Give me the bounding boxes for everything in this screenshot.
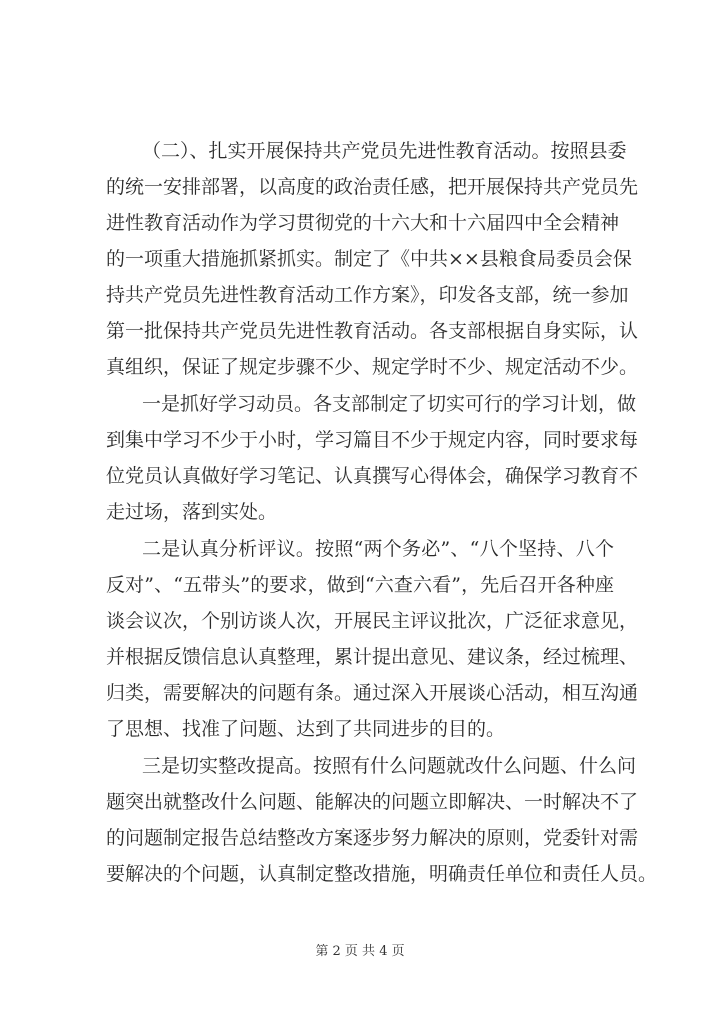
paragraph-4-line: 三是切实整改提高。按照有什么问题就改什么问题、什么问: [142, 755, 637, 777]
paragraph-4-line: 的问题制定报告总结整改方案逐步努力解决的原则，党委针对需: [106, 827, 639, 849]
page-number-footer: 第 2 页 共 4 页: [315, 944, 405, 959]
paragraph-2-line: 位党员认真做好学习笔记、认真撰写心得体会，确保学习教育不: [106, 465, 639, 487]
paragraph-2-line: 走过场，落到实处。: [106, 501, 278, 523]
paragraph-1-line: 持共产党员先进性教育活动工作方案》，印发各支部，统一参加: [106, 284, 629, 306]
paragraph-1-line: 真组织，保证了规定步骤不少、规定学时不少、规定活动不少。: [106, 356, 639, 378]
paragraph-1-line: 的统一安排部署，以高度的政治责任感，把开展保持共产党员先: [106, 176, 639, 198]
paragraph-4-line: 要解决的个问题，认真制定整改措施，明确责任单位和责任人员。: [106, 863, 658, 885]
paragraph-3-line: 并根据反馈信息认真整理，累计提出意见、建议条，经过梳理、: [106, 646, 639, 668]
paragraph-3-line: 了思想、找准了问题、达到了共同进步的目的。: [106, 718, 506, 740]
paragraph-3-line: 谈会议次，个别访谈人次，开展民主评议批次，广泛征求意见，: [106, 610, 639, 632]
paragraph-1-line: 第一批保持共产党员先进性教育活动。各支部根据自身实际，认: [106, 320, 639, 342]
paragraph-4-line: 题突出就整改什么问题、能解决的问题立即解决、一时解决不了: [106, 791, 639, 813]
paragraph-2-line: 一是抓好学习动员。各支部制定了切实可行的学习计划，做: [142, 393, 637, 415]
paragraph-1-line: 的一项重大措施抓紧抓实。制定了《中共××县粮食局委员会保: [106, 248, 632, 270]
paragraph-3-line: 反对”、“五带头”的要求，做到“六查六看”，先后召开各种座: [106, 574, 614, 596]
paragraph-2-line: 到集中学习不少于小时，学习篇目不少于规定内容，同时要求每: [106, 429, 639, 451]
paragraph-1-line: （二）、扎实开展保持共产党员先进性教育活动。按照县委: [142, 140, 627, 162]
paragraph-1-line: 进性教育活动作为学习贯彻党的十六大和十六届四中全会精神: [106, 212, 620, 234]
paragraph-3-line: 二是认真分析评议。按照“两个务必”、“八个坚持、八个: [142, 538, 614, 560]
paragraph-3-line: 归类，需要解决的问题有条。通过深入开展谈心活动，相互沟通: [106, 682, 639, 704]
